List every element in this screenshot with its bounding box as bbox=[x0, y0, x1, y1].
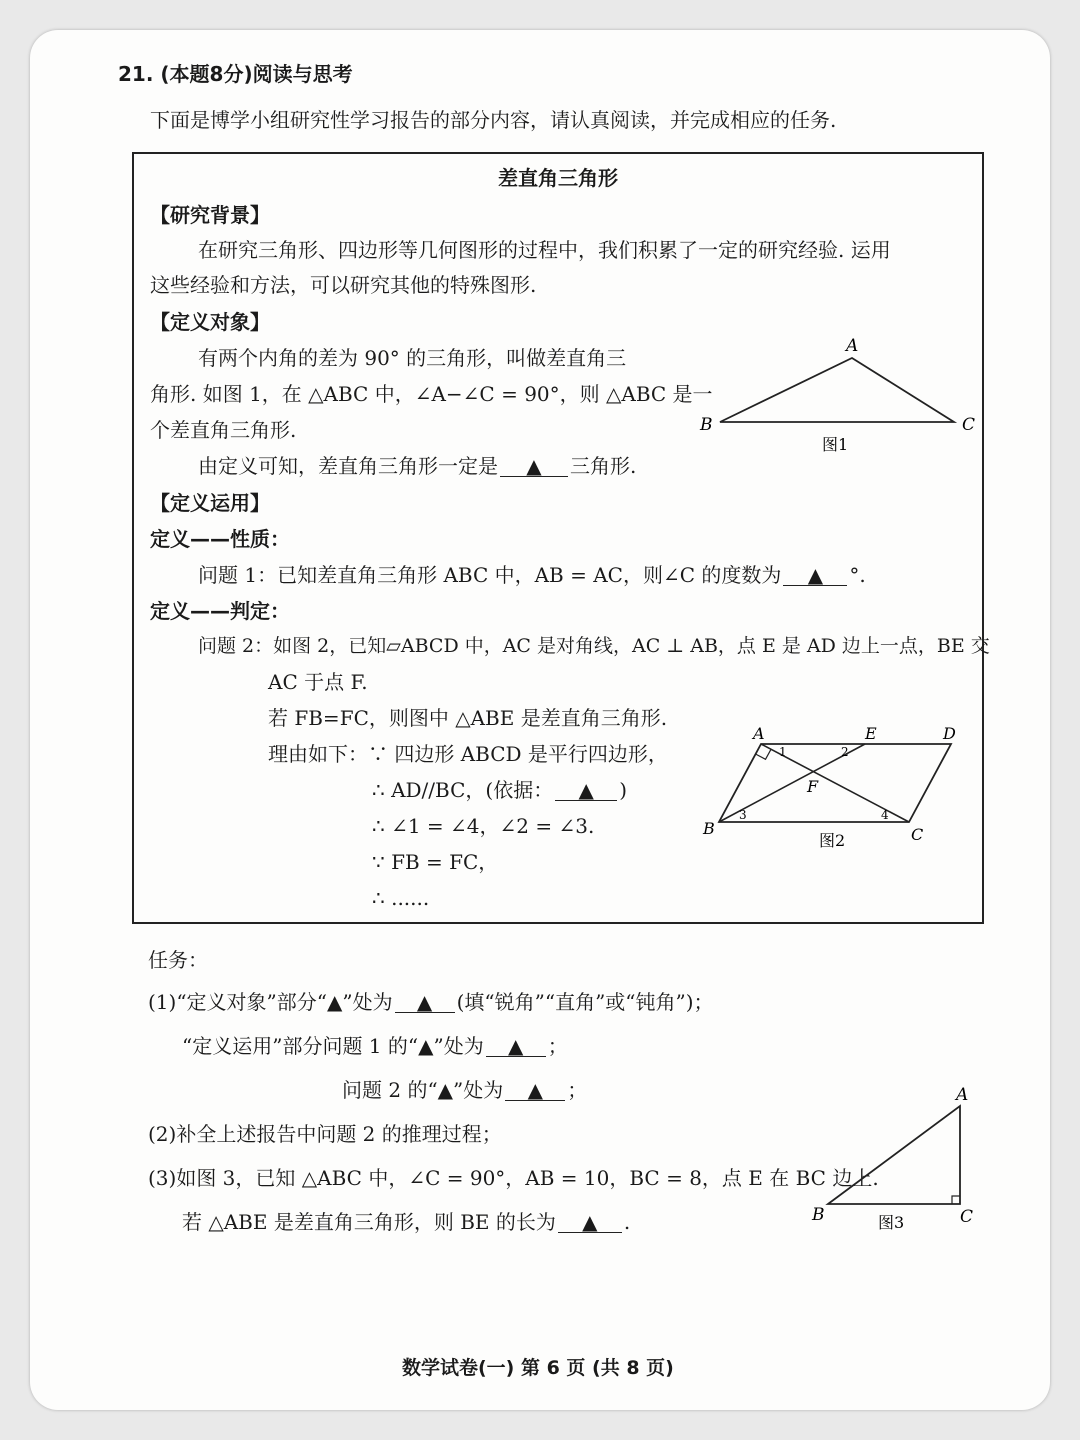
figure-2-angle-4: 4 bbox=[881, 808, 889, 822]
task-1-pre: (1)“定义对象”部分“▲”处为 bbox=[148, 990, 393, 1014]
marker: ▲ bbox=[807, 563, 824, 587]
answer-blank-be-length[interactable] bbox=[558, 1212, 622, 1233]
figure-3-label-c: C bbox=[960, 1207, 974, 1227]
figure-2-label-f: F bbox=[807, 777, 819, 796]
figure-2-label-a: A bbox=[753, 724, 765, 743]
task-1c bbox=[342, 1078, 587, 1102]
property-heading: 定义——性质： bbox=[150, 527, 290, 551]
reason-line-2 bbox=[372, 778, 627, 802]
usage-heading: 【定义运用】 bbox=[150, 491, 270, 515]
definition-line-4-pre: 由定义可知，差直角三角形一定是 bbox=[198, 454, 498, 478]
figure-1 bbox=[690, 330, 990, 460]
figure-2-angle-2: 2 bbox=[841, 745, 849, 759]
answer-blank-task-1c[interactable] bbox=[505, 1080, 565, 1101]
problem-1-post: °. bbox=[849, 563, 866, 587]
task-1-post: (填“锐角”“直角”或“钝角”)； bbox=[456, 990, 714, 1014]
figure-3-label-b: B bbox=[812, 1205, 825, 1225]
reason-line-2-post: ) bbox=[619, 778, 628, 802]
task-1 bbox=[148, 990, 714, 1014]
figure-3-label-a: A bbox=[956, 1085, 969, 1105]
marker: ▲ bbox=[416, 990, 433, 1014]
question-header: 21. (本题8分)阅读与思考 bbox=[118, 62, 353, 86]
figure-2-label-e: E bbox=[865, 724, 877, 743]
definition-line-1: 有两个内角的差为 90° 的三角形，叫做差直角三 bbox=[198, 346, 627, 370]
judgement-heading: 定义——判定： bbox=[150, 599, 290, 623]
marker: ▲ bbox=[526, 454, 542, 478]
reason-line-2-pre: ∴ AD//BC，(依据： bbox=[372, 778, 554, 802]
question-intro: 下面是博学小组研究性学习报告的部分内容，请认真阅读，并完成相应的任务. bbox=[150, 108, 837, 132]
figure-1-label-c: C bbox=[962, 415, 976, 435]
figure-2 bbox=[695, 718, 985, 858]
answer-blank-basis[interactable] bbox=[555, 780, 617, 801]
task-3-line-2-post: . bbox=[623, 1210, 631, 1234]
problem-1-pre: 问题 1：已知差直角三角形 ABC 中，AB = AC，则∠C 的度数为 bbox=[198, 563, 782, 587]
figure-1-caption: 图1 bbox=[822, 435, 849, 454]
definition-line-3: 个差直角三角形. bbox=[150, 418, 297, 442]
task-3-line-1: (3)如图 3，已知 △ABC 中，∠C = 90°，AB = 10，BC = 8，点 E 在 BC 边上. bbox=[148, 1166, 879, 1190]
answer-blank-triangle-type[interactable] bbox=[500, 456, 568, 477]
marker: ▲ bbox=[527, 1078, 543, 1102]
figure-3-caption: 图3 bbox=[878, 1213, 905, 1232]
problem-2-line-3: 若 FB=FC，则图中 △ABE 是差直角三角形. bbox=[268, 706, 668, 730]
definition-heading: 【定义对象】 bbox=[150, 310, 270, 334]
figure-2-angle-3: 3 bbox=[739, 808, 747, 822]
problem-2-line-2: AC 于点 F. bbox=[268, 670, 368, 694]
figure-3-right-angle-mark bbox=[952, 1196, 960, 1204]
figure-3 bbox=[808, 1080, 984, 1240]
reason-line-3: ∴ ∠1 = ∠4，∠2 = ∠3. bbox=[372, 814, 595, 838]
answer-blank-task-1[interactable] bbox=[395, 992, 455, 1013]
report-title: 差直角三角形 bbox=[498, 166, 618, 190]
problem-1 bbox=[198, 563, 866, 587]
task-2: (2)补全上述报告中问题 2 的推理过程； bbox=[148, 1122, 502, 1146]
tasks-heading: 任务： bbox=[148, 948, 208, 972]
task-1b bbox=[182, 1034, 568, 1058]
figure-2-angle-1: 1 bbox=[779, 745, 787, 759]
task-1b-post: ； bbox=[547, 1034, 568, 1058]
definition-line-4 bbox=[198, 454, 636, 478]
task-3-line-2-pre: 若 △ABE 是差直角三角形，则 BE 的长为 bbox=[182, 1210, 556, 1234]
figure-2-label-d: D bbox=[943, 724, 956, 743]
reason-line-5: ∴ ...... bbox=[372, 886, 430, 910]
task-1b-pre: “定义运用”部分问题 1 的“▲”处为 bbox=[182, 1034, 484, 1058]
figure-1-triangle bbox=[720, 358, 954, 422]
reason-line-4: ∵ FB = FC， bbox=[372, 850, 499, 874]
marker: ▲ bbox=[578, 778, 594, 802]
figure-1-label-a: A bbox=[846, 336, 859, 356]
answer-blank-task-1b[interactable] bbox=[486, 1036, 546, 1057]
problem-2-line-1: 问题 2：如图 2，已知▱ABCD 中，AC 是对角线，AC ⊥ AB，点 E 是 AD 边上一点，BE 交 bbox=[198, 635, 990, 657]
background-heading: 【研究背景】 bbox=[150, 203, 270, 227]
page-footer: 数学试卷(一) 第 6 页 (共 8 页) bbox=[402, 1357, 674, 1379]
task-1c-post: ； bbox=[567, 1078, 588, 1102]
figure-3-triangle bbox=[828, 1106, 960, 1204]
definition-line-2: 角形. 如图 1，在 △ABC 中，∠A−∠C = 90°，则 △ABC 是一 bbox=[150, 382, 713, 406]
task-1c-pre: 问题 2 的“▲”处为 bbox=[342, 1078, 504, 1102]
figure-2-caption: 图2 bbox=[819, 831, 846, 850]
marker: ▲ bbox=[508, 1034, 524, 1058]
background-line-2: 这些经验和方法，可以研究其他的特殊图形. bbox=[150, 273, 537, 297]
figure-1-label-b: B bbox=[700, 415, 713, 435]
figure-2-label-b: B bbox=[703, 819, 715, 838]
marker: ▲ bbox=[582, 1210, 598, 1234]
reason-line-1: 理由如下：∵ 四边形 ABCD 是平行四边形， bbox=[268, 742, 668, 766]
figure-2-label-c: C bbox=[911, 825, 924, 844]
background-line-1: 在研究三角形、四边形等几何图形的过程中，我们积累了一定的研究经验. 运用 bbox=[198, 238, 891, 262]
answer-blank-angle-c[interactable] bbox=[783, 565, 847, 586]
task-3-line-2 bbox=[182, 1210, 630, 1234]
definition-line-4-post: 三角形. bbox=[570, 454, 637, 478]
